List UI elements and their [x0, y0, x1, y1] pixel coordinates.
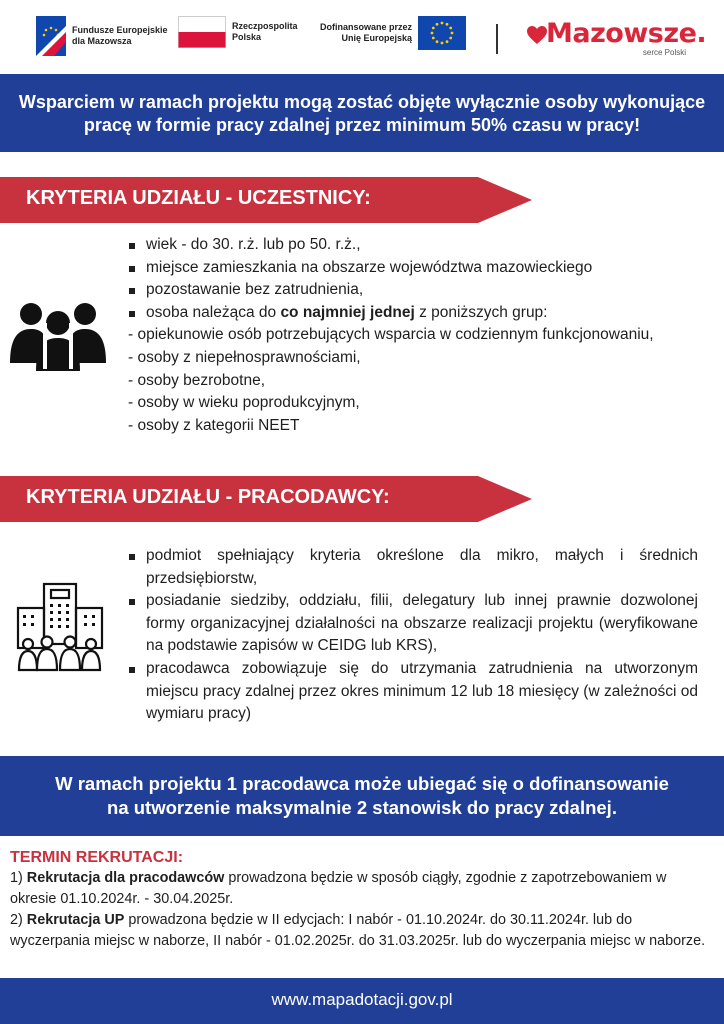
footer-url-link[interactable]: www.mapadotacji.gov.pl	[271, 990, 453, 1009]
office-building-icon	[14, 580, 106, 674]
people-group-icon	[10, 301, 106, 371]
funding-banner-line1: W ramach projektu 1 pracodawca może ubiegać się o dofinansowanie	[55, 773, 669, 794]
rp-logo-line1: Rzeczpospolita	[232, 21, 298, 31]
list-item: pozostawanie bez zatrudnienia,	[128, 279, 718, 302]
footer-bar	[0, 978, 724, 1024]
group-item: - osoby z kategorii NEET	[128, 416, 300, 434]
group-item: - osoby bezrobotne,	[128, 371, 266, 389]
recruitment-paragraph-1: 1) Rekrutacja dla pracodawców prowadzona będzie w sposób ciągły, zgodnie z zapotrzebowaniem w okresie 01.10.2024r. - 30.04.2025r.	[10, 870, 667, 907]
employers-heading: KRYTERIA UDZIAŁU - PRACODAWCY:	[26, 486, 390, 508]
group-item: - osoby w wieku poprodukcyjnym,	[128, 394, 360, 412]
logo-bar	[0, 0, 724, 72]
bullet-icon	[129, 243, 135, 249]
employers-criteria-list	[128, 545, 698, 726]
recruitment-up-label: Rekrutacja UP	[26, 912, 125, 928]
recruitment-paragraph-2: 2) Rekrutacja UP prowadzona będzie w II edycjach: I nabór - 01.10.2024r. do 30.11.2024r. lub do wyczerpania miejsc w naborze, II nabór - 01.02.2025r. do 31.03.2025r. lub do wyczerpania miejsc w naborze.	[10, 912, 706, 949]
funding-banner	[0, 756, 724, 836]
bullet-icon	[129, 667, 135, 673]
group-item: - opiekunowie osób potrzebujących wsparcia w codziennym funkcjonowaniu,	[128, 326, 654, 344]
header-banner-line2: pracę w formie pracy zdalnej przez minimum 50% czasu w pracy!	[83, 115, 641, 135]
list-item: pracodawca zobowiązuje się do utrzymania zatrudnienia na utworzonym miejscu pracy zdalnej przez okres minimum 12 lub 18 miesięcy (w zależności od wymiaru pracy)	[128, 658, 698, 726]
fe-logo-icon	[36, 16, 66, 56]
header-banner	[0, 74, 724, 152]
mazowsze-logo	[526, 18, 707, 62]
group-item: - osoby z niepełnosprawnościami,	[128, 348, 361, 366]
emphasis: co najmniej jednej	[280, 303, 415, 321]
participants-criteria-list	[128, 234, 718, 437]
eu-flag-icon	[418, 16, 466, 50]
bullet-icon	[129, 599, 135, 605]
rp-logo-line2: Polska	[232, 32, 262, 42]
list-item: miejsce zamieszkania na obszarze województwa mazowieckiego	[128, 257, 718, 280]
logo-separator	[496, 24, 498, 54]
bullet-icon	[129, 266, 135, 272]
fundusze-europejskie-logo	[36, 16, 182, 56]
participants-heading-arrow	[0, 177, 532, 223]
list-item-group-membership: osoba należąca do co najmniej jednej z poniższych grup:	[128, 302, 718, 325]
list-item: podmiot spełniający kryteria określone dla mikro, małych i średnich przedsiębiorstw,	[128, 545, 698, 590]
heart-icon	[526, 24, 548, 46]
header-banner-line1: Wsparciem w ramach projektu mogą zostać objęte wyłącznie osoby wykonujące	[18, 92, 706, 112]
funding-banner-line2: na utworzenie maksymalnie 2 stanowisk do pracy zdalnej.	[107, 797, 617, 818]
employers-heading-arrow	[0, 476, 532, 522]
list-item: posiadanie siedziby, oddziału, filii, delegatury lub innej prawnie dozwolonej formy organizacyjnej działalności na obszarze realizacji projektu (weryfikowane na podstawie zapisów w CEIDG lub KRS),	[128, 590, 698, 658]
ue-logo-line1: Dofinansowane przez	[319, 22, 412, 32]
ue-logo-line2: Unię Europejską	[341, 33, 412, 43]
rzeczpospolita-logo	[178, 16, 312, 48]
bullet-icon	[129, 288, 135, 294]
mazowsze-wordmark: Mazowsze.	[546, 18, 707, 49]
mazowsze-tagline: serce Polski	[642, 48, 686, 57]
list-item: wiek - do 30. r.ż. lub po 50. r.ż.,	[128, 234, 718, 257]
bullet-icon	[129, 311, 135, 317]
fe-logo-line1: Fundusze Europejskie	[72, 25, 168, 35]
recruitment-title: TERMIN REKRUTACJI:	[10, 849, 184, 866]
participants-heading: KRYTERIA UDZIAŁU - UCZESTNICY:	[26, 187, 371, 209]
eu-funding-logo	[318, 16, 466, 50]
fe-logo-line2: dla Mazowsza	[72, 36, 132, 46]
bullet-icon	[129, 554, 135, 560]
polish-flag-icon	[178, 16, 226, 48]
recruitment-employers-label: Rekrutacja dla pracodawców	[26, 870, 225, 886]
recruitment-section	[10, 848, 714, 952]
